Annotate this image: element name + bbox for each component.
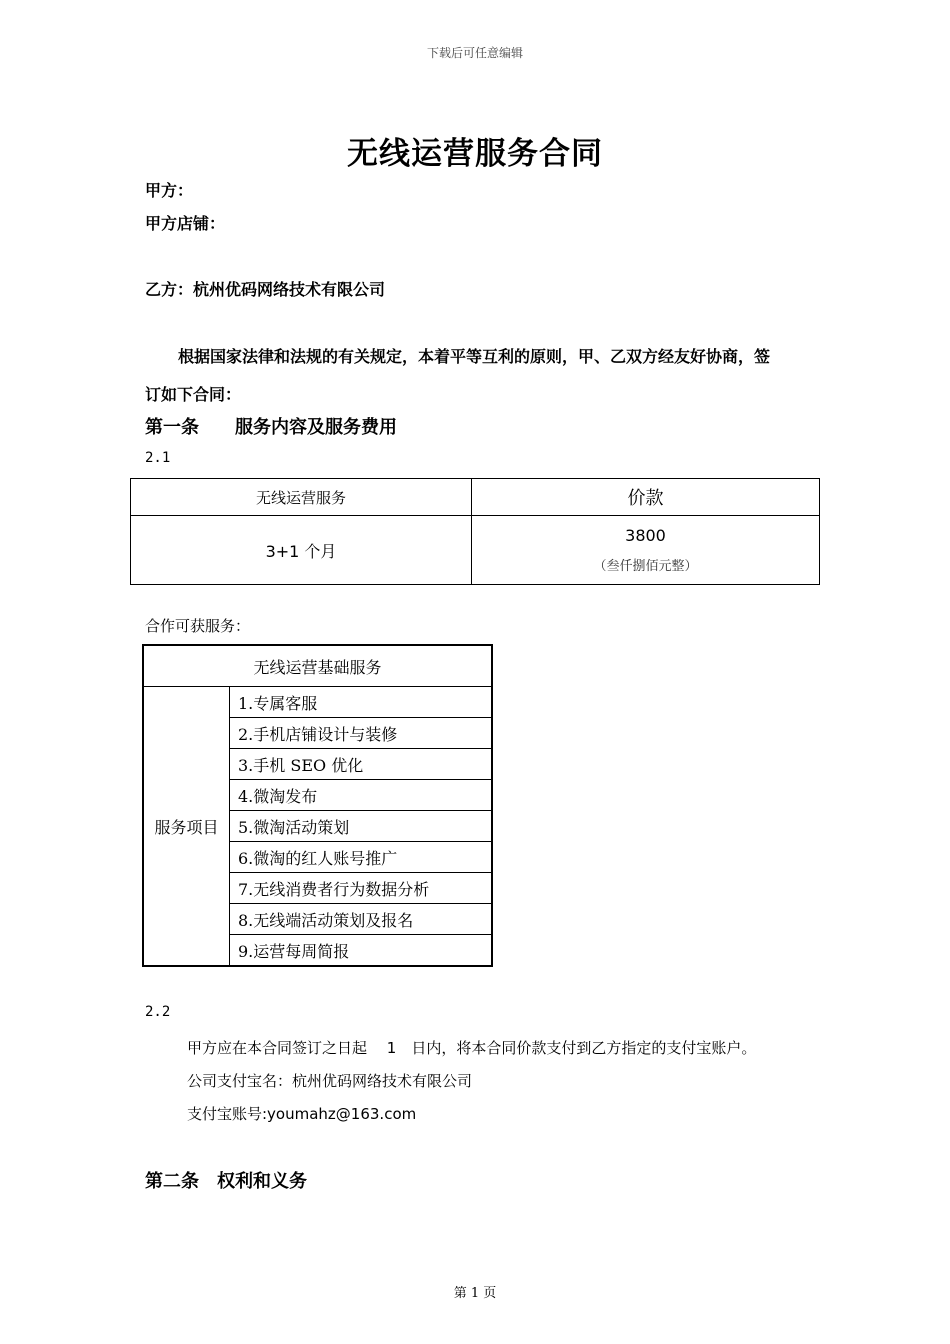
- service-table-header: 无线运营基础服务: [143, 645, 492, 687]
- service-item: 9.运营每周简报: [230, 935, 493, 967]
- service-items-label: 服务项目: [143, 687, 230, 967]
- alipay-name: 公司支付宝名：杭州优码网络技术有限公司: [187, 1072, 473, 1090]
- service-table: [142, 644, 493, 967]
- service-term-cell: 3+1 个月: [131, 516, 472, 585]
- payment-terms: 甲方应在本合同签订之日起 1 日内，将本合同价款支付到乙方指定的支付宝账户。: [187, 1039, 757, 1057]
- alipay-account: 支付宝账号:youmahz@163.com: [187, 1105, 417, 1123]
- document-title: 无线运营服务合同: [347, 136, 603, 172]
- price-cell: [472, 516, 820, 585]
- party-a-label: 甲方：: [145, 181, 194, 200]
- intro-paragraph-line1: 根据国家法律和法规的有关规定，本着平等互利的原则，甲、乙双方经友好协商，签: [178, 347, 771, 366]
- price-table: [130, 478, 820, 585]
- intro-paragraph-line2: 订如下合同：: [145, 385, 242, 404]
- cooperation-label: 合作可获服务：: [145, 617, 251, 635]
- service-item: 1.专属客服: [230, 687, 493, 718]
- section-2-1: 2.1: [145, 450, 171, 466]
- page-number: 第 1 页: [453, 1286, 497, 1301]
- party-b-line: 乙方：杭州优码网络技术有限公司: [145, 280, 386, 299]
- article-1-heading: 第一条 服务内容及服务费用: [145, 417, 397, 438]
- service-item: 2.手机店铺设计与装修: [230, 718, 493, 749]
- price-value: 3800: [625, 526, 666, 545]
- service-item: 7.无线消费者行为数据分析: [230, 873, 493, 904]
- service-item: 8.无线端活动策划及报名: [230, 904, 493, 935]
- price-table-col1-header: 无线运营服务: [131, 479, 472, 516]
- service-item: 3.手机 SEO 优化: [230, 749, 493, 780]
- party-a-store-label: 甲方店铺：: [145, 214, 226, 233]
- service-item: 5.微淘活动策划: [230, 811, 493, 842]
- service-item: 4.微淘发布: [230, 780, 493, 811]
- service-item: 6.微淘的红人账号推广: [230, 842, 493, 873]
- price-table-col2-header: 价款: [472, 479, 820, 516]
- section-2-2: 2.2: [145, 1004, 171, 1020]
- price-in-words: （叁仟捌佰元整）: [593, 559, 698, 574]
- article-2-heading: 第二条 权利和义务: [145, 1171, 307, 1192]
- header-note: 下载后可任意编辑: [426, 46, 523, 60]
